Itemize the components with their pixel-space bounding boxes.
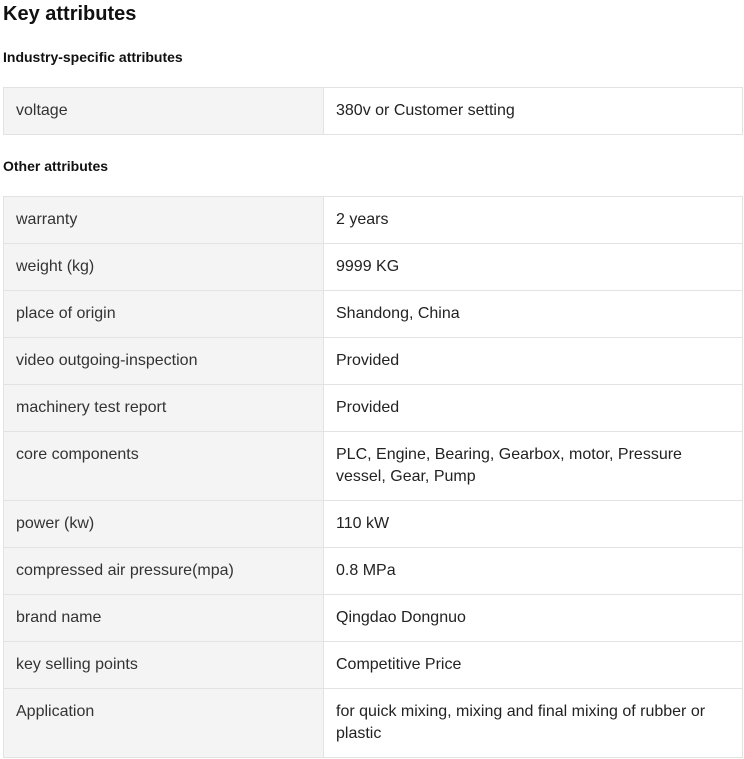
attribute-value: for quick mixing, mixing and final mixing of rubber or plastic (324, 689, 743, 758)
table-row (4, 689, 743, 758)
attribute-key: compressed air pressure(mpa) (4, 548, 324, 595)
attribute-key: place of origin (4, 291, 324, 338)
attribute-key: video outgoing-inspection (4, 338, 324, 385)
table-row (4, 385, 743, 432)
table-row (4, 501, 743, 548)
attribute-value: 0.8 MPa (324, 548, 743, 595)
attribute-value: 380v or Customer setting (324, 88, 743, 135)
attribute-key: key selling points (4, 642, 324, 689)
other-attributes-heading: Other attributes (3, 158, 109, 174)
table-row (4, 595, 743, 642)
table-row (4, 642, 743, 689)
attribute-key: voltage (4, 88, 324, 135)
page-title: Key attributes (3, 3, 137, 25)
other-attributes-table (3, 196, 743, 758)
table-row (4, 244, 743, 291)
attribute-key: brand name (4, 595, 324, 642)
attribute-value: Qingdao Dongnuo (324, 595, 743, 642)
table-row (4, 197, 743, 244)
attribute-key: weight (kg) (4, 244, 324, 291)
table-row (4, 338, 743, 385)
attribute-value: 110 kW (324, 501, 743, 548)
industry-attributes-table (3, 87, 743, 135)
attribute-key: core components (4, 432, 324, 501)
attribute-key: power (kw) (4, 501, 324, 548)
attribute-value: 2 years (324, 197, 743, 244)
attribute-value: Provided (324, 338, 743, 385)
attribute-key: warranty (4, 197, 324, 244)
attribute-value: Provided (324, 385, 743, 432)
table-row (4, 432, 743, 501)
attribute-key: machinery test report (4, 385, 324, 432)
table-row (4, 548, 743, 595)
industry-attributes-heading: Industry-specific attributes (3, 49, 183, 65)
table-row (4, 88, 743, 135)
attribute-value: Shandong, China (324, 291, 743, 338)
attribute-value: 9999 KG (324, 244, 743, 291)
attribute-key: Application (4, 689, 324, 758)
attribute-value: PLC, Engine, Bearing, Gearbox, motor, Pressure vessel, Gear, Pump (324, 432, 743, 501)
attribute-value: Competitive Price (324, 642, 743, 689)
table-row (4, 291, 743, 338)
